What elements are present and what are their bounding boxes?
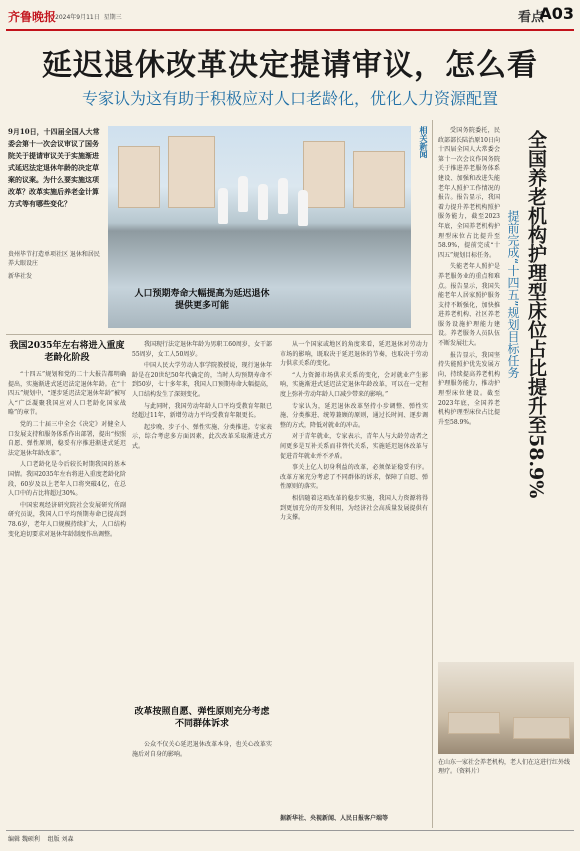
footer xyxy=(8,834,73,843)
exercising-figure xyxy=(238,176,248,212)
article4-body xyxy=(280,340,428,810)
masthead-bar xyxy=(0,0,580,30)
article1-paragraph: “十四五”规划和党的二十大报告都明确提出，实施渐进式延迟法定退休年龄。在“十四五”规划中，“逐步延迟法定退休年龄”被写入“广泛凝聚我国应对人口老龄化国家战略”的章节。 xyxy=(8,371,126,417)
related-news-label: 相关新闻 xyxy=(419,126,429,158)
article4-paragraph: 对于青年就业，专家表示，青年人与大龄劳动者之间更多是互补关系而非替代关系，实施延迟退休改革与促进青年就业并不矛盾。 xyxy=(280,433,428,460)
article2-paragraph: 与此同时，我国劳动年龄人口平均受教育年限已经超过11年，新增劳动力平均受教育年限更长。 xyxy=(132,402,272,420)
column-divider xyxy=(432,120,433,828)
sidebar-subhead: 提前完成“十四五”规划目标任务 xyxy=(506,210,520,379)
sidebar-body xyxy=(438,126,500,656)
nursing-home-photo xyxy=(438,662,574,754)
article1-paragraph: 党的二十届三中全会《决定》对健全人口发展支持和服务体系作出部署，提出“按照自愿、弹性原则，稳妥有序推进渐进式延迟法定退休年龄改革”。 xyxy=(8,420,126,457)
exercising-figure xyxy=(218,188,228,224)
bed-shape xyxy=(448,712,500,734)
article2-paragraph: 中国人民大学劳动人事学院教授说，现行退休年龄是在20世纪50年代确定的，当时人均预期寿命不到50岁，七十多年来，我国人口预期寿命大幅提高，人口结构发生了深刻变化。 xyxy=(132,362,272,398)
caption-credit: 新华社发 xyxy=(8,273,33,280)
exercising-figure xyxy=(298,190,308,226)
article4-paragraph: “人力资源市场供求关系的变化，会对就业产生影响，实施渐进式延迟法定退休年龄改革，可以在一定程度上弥补劳动年龄人口减少带来的影响。” xyxy=(280,371,428,398)
building-shape xyxy=(303,141,345,208)
photo-caption xyxy=(8,250,104,281)
caption-text: 贵州毕节打造单项社区 退休和居民养大眼设庄 xyxy=(8,251,100,267)
article1-paragraph: 中国宏观经济研究院社会发展研究所副研究员说，我国人口平均预期寿命已提高到78.6岁，老年人口规模持续扩大，人口结构变化迫切要求对退休年龄制度作出调整。 xyxy=(8,501,126,538)
editor-credit: 编辑 魏硕利 xyxy=(8,836,40,843)
bed-shape xyxy=(513,717,570,739)
article4-paragraph: 事关上亿人切身利益的改革，必须保证稳妥有序。改革方案充分考虑了不同群体的诉求，保障了自愿、弹性原则的落实。 xyxy=(280,464,428,491)
article1-subtitle: 我国2035年左右将进入重度老龄化阶段 xyxy=(9,341,125,363)
article4-paragraph: 相信随着这项改革的稳步实施，我国人力资源将得到更加充分的开发利用，为经济社会高质量发展提供有力支撑。 xyxy=(280,494,428,522)
paper-name: 齐鲁晚报 xyxy=(8,10,57,24)
sidebar-paragraph: 失能老年人照护是养老服务业的重点和难点。报告显示，我国失能老年人居家照护服务支持不断强化，加快推进养老机构、社区养老服务设施护理能力建设。养老服务人员队伍不断发展壮大。 xyxy=(438,263,500,348)
main-headline: 延迟退休改革决定提请审议，怎么看 xyxy=(42,48,538,83)
main-subhead: 专家认为这有助于积极应对人口老龄化，优化人力资源配置 xyxy=(81,89,498,108)
date-line xyxy=(55,12,122,21)
exercising-figure xyxy=(258,184,268,220)
lead-paragraph: 9月10日，十四届全国人大常委会第十一次会议审议了国务院关于提请审议关于实施渐进式延迟法定退休年龄的决定草案的议案。为什么要实施这项改革？改革实施后养老金计算方式等有哪些变化？ xyxy=(8,127,100,208)
article2-paragraph: 起步晚、步子小、弹性实施、分类推进。专家表示，综合考虑多方面因素，此次改革采取渐进式方式。 xyxy=(132,423,272,450)
article-source: 据新华社、央视新闻、人民日报客户端等 xyxy=(280,815,389,822)
building-shape xyxy=(353,151,405,208)
exercising-figure xyxy=(278,178,288,214)
article3-body xyxy=(132,740,272,825)
building-shape xyxy=(168,136,215,208)
weekday: 星期三 xyxy=(103,14,122,21)
designer-credit: 组版 刘森 xyxy=(47,836,74,843)
article4-paragraph: 专家认为，延迟退休改革坚持小步调整、弹性实施、分类推进、统筹兼顾的原则，通过长时间、逐步调整的方式，降低对就业的冲击。 xyxy=(280,402,428,429)
article2-body xyxy=(132,340,272,700)
page-number: A03 xyxy=(539,4,574,23)
nursing-photo-caption: 在山东一家社会养老机构，老人们在这进行红外线理疗。（资料片） xyxy=(438,759,571,775)
sidebar-paragraph: 受国务院委托，民政部部长陆治原10日向十四届全国人大常委会第十一次会议作国务院关于推进养老服务体系建设、加强和改进失能老年人照护工作情况的报告。报告显示，我国着力提升养老机构照护服务能力，截至2023年底，全国养老机构护理型床位占比提升至58.9%，提前完成“十四五”规划目标任务。 xyxy=(438,127,500,259)
article4-paragraph: 从一个国家或地区的角度来看，延迟退休对劳动力市场的影响，既取决于延迟退休的节奏，也取决于劳动力供求关系的变化。 xyxy=(280,341,428,368)
sidebar-headline: 全国养老机构护理型床位占比提升至58.9% xyxy=(525,130,547,499)
footer-rule xyxy=(6,830,574,831)
article2-subtitle: 人口预期寿命大幅提高为延迟退休提供更多可能 xyxy=(134,289,270,311)
section-name: 看点 xyxy=(517,10,544,25)
article2-paragraph: 我国现行法定退休年龄为男职工60周岁，女干部55周岁，女工人50周岁。 xyxy=(132,341,272,358)
sidebar-paragraph: 报告显示，我国坚持失能照护优先发展方向，持续提高养老机构护理服务能力，推动护理型床位建设。截至2023年底，全国养老机构护理型床位占比提升至58.9%。 xyxy=(438,351,500,426)
section-rule xyxy=(6,334,432,335)
article1-paragraph: 人口老龄化是今后较长时期我国的基本国情。我国2035年左右将进入重度老龄化阶段，60岁及以上老年人口将突破4亿，在总人口中的占比将超过30%。 xyxy=(8,461,126,498)
article3-subtitle: 改革按照自愿、弹性原则充分考虑不同群体诉求 xyxy=(134,707,270,729)
article1-body xyxy=(8,370,126,825)
top-rule xyxy=(6,29,574,31)
building-shape xyxy=(118,146,160,208)
date: 2024年9月11日 xyxy=(55,14,100,21)
article3-paragraph: 公众不仅关心延迟退休改革本身，也关心改革实施后对自身的影响。 xyxy=(132,741,272,758)
